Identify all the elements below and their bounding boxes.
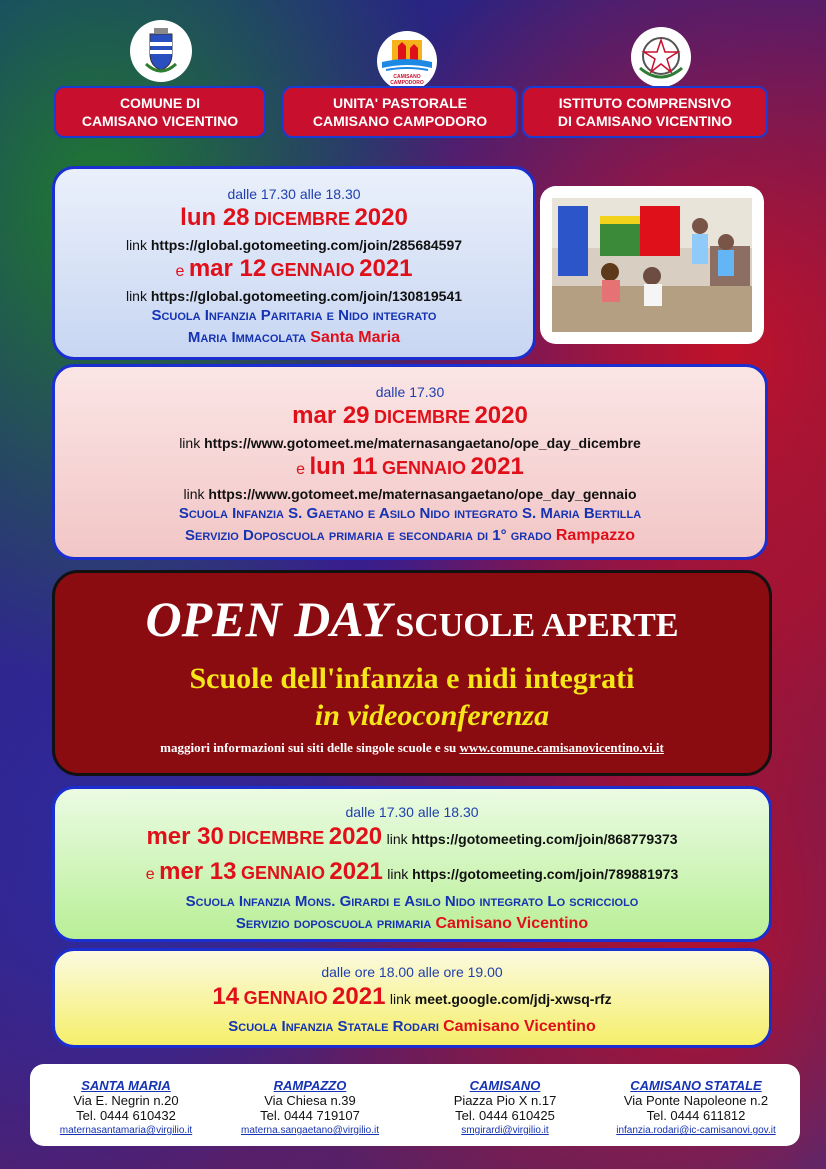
org-line: DI CAMISANO VICENTINO: [557, 113, 733, 129]
time-range: dalle 17.30 alle 18.30: [345, 804, 479, 820]
event-date: mar 29 DICEMBRE 2020: [292, 402, 528, 429]
event-box-rodari: [52, 948, 772, 1048]
event-date: e lun 11 GENNAIO 2021: [296, 453, 524, 480]
contact-camisano: [420, 1078, 590, 1138]
meeting-link[interactable]: link https://gotomeeting.com/join/868779373: [386, 831, 678, 847]
contact-camisano-statale: [598, 1078, 794, 1138]
time-range: dalle 17.30: [375, 384, 445, 400]
contact-name: CAMISANO STATALE: [630, 1078, 762, 1093]
org-unita-pastorale: [282, 86, 518, 138]
event-date: e mar 12 GENNAIO 2021: [175, 255, 413, 282]
org-istituto: [522, 86, 768, 138]
parish-logo-icon: [376, 30, 438, 92]
contact-address: Piazza Pio X n.17: [453, 1093, 557, 1108]
meeting-link[interactable]: link https://www.gotomeet.me/maternasangaetano/ope_day_dicembre: [179, 435, 641, 451]
meeting-link[interactable]: link https://global.gotomeeting.com/join/130819541: [125, 288, 463, 304]
classroom-photo: [540, 186, 764, 344]
org-line: UNITA' PASTORALE: [333, 95, 467, 111]
contact-phone: Tel. 0444 719107: [260, 1108, 360, 1123]
contact-santa-maria: [38, 1078, 214, 1138]
event-box-camisano: [52, 786, 772, 942]
contact-name: SANTA MARIA: [81, 1078, 171, 1093]
org-line: CAMISANO VICENTINO: [81, 113, 239, 129]
contact-name: RAMPAZZO: [273, 1078, 347, 1093]
meeting-link[interactable]: link https://gotomeeting.com/join/789881973: [387, 866, 679, 882]
event-box-rampazzo: [52, 364, 768, 560]
meeting-link[interactable]: link https://global.gotomeeting.com/join/285684597: [125, 237, 463, 253]
meeting-link[interactable]: link meet.google.com/jdj-xwsq-rfz: [389, 991, 612, 1007]
school-name: Scuola Infanzia S. Gaetano e Asilo Nido integrato S. Maria Bertilla: [178, 505, 642, 522]
org-comune: [54, 86, 266, 138]
meeting-link[interactable]: link https://www.gotomeet.me/maternasangaetano/ope_day_gennaio: [183, 486, 637, 502]
contact-address: Via Ponte Napoleone n.2: [623, 1093, 769, 1108]
school-name: Servizio doposcuola primaria Camisano Vicentino: [235, 915, 589, 932]
contact-email[interactable]: infanzia.rodari@ic-camisanovi.gov.it: [616, 1125, 776, 1136]
time-range: dalle 17.30 alle 18.30: [227, 186, 361, 202]
school-name: Scuola Infanzia Mons. Girardi e Asilo Nido integrato Lo scricciolo: [185, 893, 639, 910]
contact-rampazzo: [222, 1078, 398, 1138]
contact-email[interactable]: maternasantamaria@virgilio.it: [59, 1125, 193, 1136]
school-name: Scuola Infanzia Paritaria e Nido integrato: [151, 307, 437, 324]
contact-name: CAMISANO: [469, 1078, 541, 1093]
school-name: Scuola Infanzia Statale Rodari Camisano Vicentino: [228, 1018, 596, 1035]
org-line: ISTITUTO COMPRENSIVO: [558, 95, 732, 111]
contact-address: Via E. Negrin n.20: [73, 1093, 179, 1108]
school-name: Maria Immacolata Santa Maria: [187, 329, 401, 346]
event-date: e mer 13 GENNAIO 2021 link https://gotomeeting.com/join/789881973: [145, 858, 679, 885]
municipal-crest-icon: [130, 20, 192, 82]
event-date: mer 30 DICEMBRE 2020 link https://gotomeeting.com/join/868779373: [146, 823, 678, 850]
event-box-santa-maria: [52, 166, 536, 360]
contact-phone: Tel. 0444 610425: [455, 1108, 555, 1123]
contact-phone: Tel. 0444 611812: [646, 1108, 746, 1123]
banner-title: OPEN DAY SCUOLE APERTE: [145, 591, 679, 647]
event-date: 14 GENNAIO 2021 link meet.google.com/jdj-xwsq-rfz: [212, 983, 612, 1010]
contact-email[interactable]: materna.sangaetano@virgilio.it: [240, 1125, 379, 1136]
contact-address: Via Chiesa n.39: [264, 1093, 356, 1108]
banner-subtitle-italic: in videoconferenza: [314, 699, 550, 732]
open-day-banner: [52, 570, 772, 776]
italian-republic-emblem-icon: [630, 26, 692, 88]
school-name: Servizio Doposcuola primaria e secondaria di 1° grado Rampazzo: [185, 527, 635, 544]
event-date: lun 28 DICEMBRE 2020: [180, 204, 408, 231]
contact-phone: Tel. 0444 610432: [76, 1108, 176, 1123]
contact-email[interactable]: smgirardi@virgilio.it: [461, 1125, 549, 1136]
banner-info: maggiori informazioni sui siti delle singole scuole e su www.comune.camisanovicentino.vi.it: [160, 740, 664, 755]
org-line: COMUNE DI: [119, 95, 201, 111]
banner-subtitle: Scuole dell'infanzia e nidi integrati: [189, 662, 635, 695]
org-line: CAMISANO CAMPODORO: [312, 113, 488, 129]
website-link[interactable]: www.comune.camisanovicentino.vi.it: [459, 740, 664, 755]
parish-logo-text: CAMISANO CAMPODORO: [390, 74, 424, 86]
time-range: dalle ore 18.00 alle ore 19.00: [321, 964, 503, 980]
